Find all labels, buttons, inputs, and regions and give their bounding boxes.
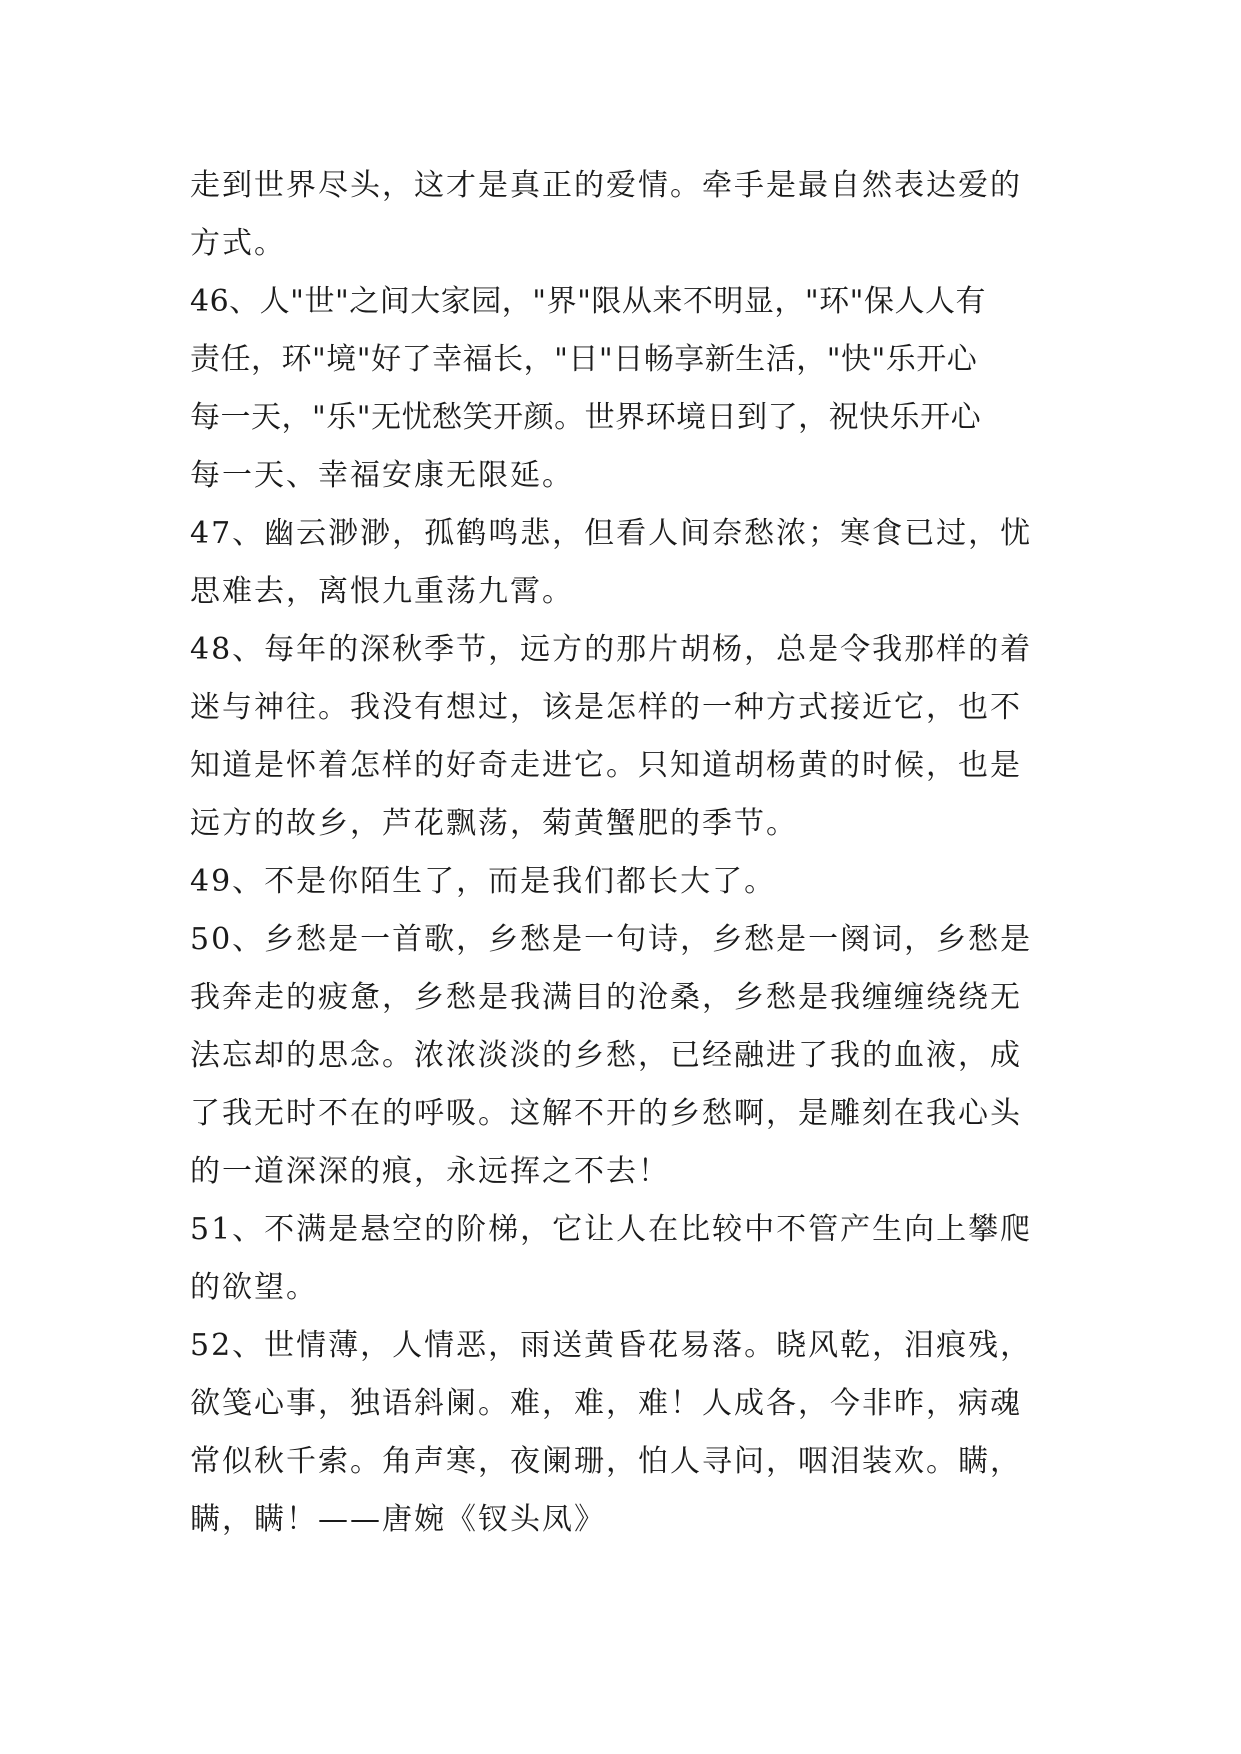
text-line: 远方的故乡，芦花飘荡，菊黄蟹肥的季节。 [190,806,798,841]
text-line: 法忘却的思念。浓浓淡淡的乡愁，已经融进了我的血液，成 [190,1038,1022,1073]
text-line: 每一天、幸福安康无限延。 [190,458,574,493]
text-line: 46、人"世"之间大家园，"界"限从来不明显，"环"保人人有 [190,284,986,319]
text-line: 迷与神往。我没有想过，该是怎样的一种方式接近它，也不 [190,690,1022,725]
text-line: 49、不是你陌生了，而是我们都长大了。 [190,864,777,899]
text-line: 常似秋千索。角声寒，夜阑珊，怕人寻问，咽泪装欢。瞒， [190,1444,1022,1479]
text-line: 走到世界尽头，这才是真正的爱情。牵手是最自然表达爱的 [190,168,1022,203]
text-line: 方式。 [190,226,286,261]
text-line: 51、不满是悬空的阶梯，它让人在比较中不管产生向上攀爬 [190,1212,1033,1247]
text-line: 52、世情薄，人情恶，雨送黄昏花易落。晓风乾，泪痕残， [190,1328,1033,1363]
text-line: 责任，环"境"好了幸福长，"日"日畅享新生活，"快"乐开心 [190,342,978,377]
text-line: 的欲望。 [190,1270,318,1305]
text-line: 每一天，"乐"无忧愁笑开颜。世界环境日到了，祝快乐开心 [190,400,982,435]
text-line: 瞒，瞒！——唐婉《钗头凤》 [190,1502,606,1537]
text-line: 48、每年的深秋季节，远方的那片胡杨，总是令我那样的着 [190,632,1033,667]
text-line: 知道是怀着怎样的好奇走进它。只知道胡杨黄的时候，也是 [190,748,1022,783]
text-line: 的一道深深的痕，永远挥之不去！ [190,1154,670,1189]
text-line: 我奔走的疲惫，乡愁是我满目的沧桑，乡愁是我缠缠绕绕无 [190,980,1022,1015]
text-body [190,157,1060,1549]
text-line: 47、幽云渺渺，孤鹤鸣悲，但看人间奈愁浓；寒食已过，忧 [190,516,1033,551]
text-line: 欲笺心事，独语斜阑。难，难，难！人成各，今非昨，病魂 [190,1386,1022,1421]
text-line: 思难去，离恨九重荡九霄。 [190,574,574,609]
text-line: 了我无时不在的呼吸。这解不开的乡愁啊，是雕刻在我心头 [190,1096,1022,1131]
text-line: 50、乡愁是一首歌，乡愁是一句诗，乡愁是一阕词，乡愁是 [190,922,1033,957]
